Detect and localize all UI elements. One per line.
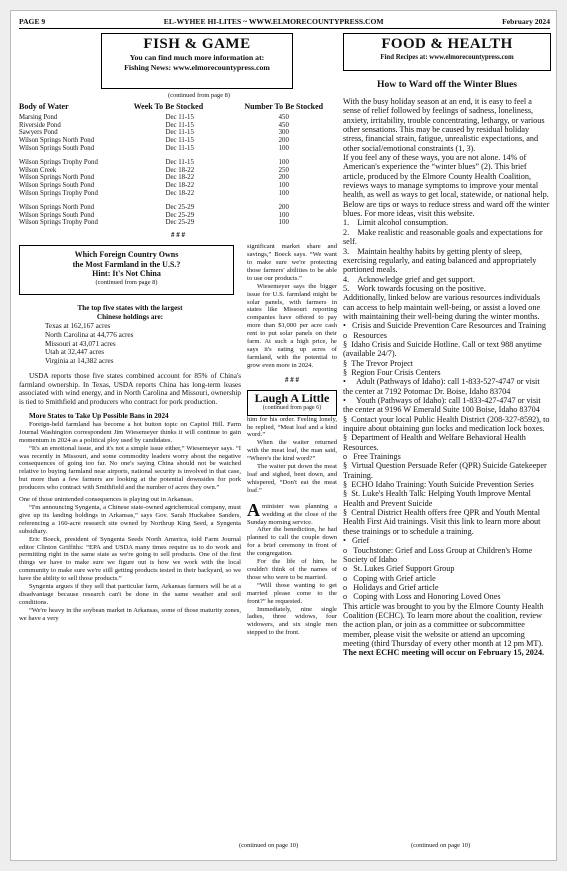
list-item: 3. Maintain healthy habits by getting plenty of sleep, exercising regularly, and eating balanced and appropriately portioned meals. — [343, 246, 537, 275]
cell-number: 100 — [278, 211, 289, 219]
country-side-paragraph-2: Wiesemeyer says the bigger issue for U.S. farmland might be solar panels, with farmers in states like Missouri reporting companies have offered to pay more than $1,000 per acre cash rent to put solar panels on their farm. At such a high price, he says it's eating up acres of farmland, with the potential to grow even more in 2024. — [247, 282, 337, 369]
cell-number: 200 — [278, 174, 289, 182]
food-health-title: FOOD & HEALTH — [381, 36, 513, 52]
list-item: § ECHO Idaho Training: Youth Suicide Prevention Series — [343, 480, 534, 490]
cell-body-of-water: Riverside Pond — [19, 121, 61, 129]
country-section-heading: More States to Take Up Possible Bans in 2024 — [29, 412, 169, 421]
country-paragraph-2: Foreign-held farmland has become a hot button topic on Capitol Hill. Farm Journal Washington correspondent Jim Wiesemeyer thinks it will continue to gain momentum in 2024 as a political ploy used by candidates. — [19, 420, 241, 444]
cell-body-of-water: Wilson Springs South Pond — [19, 144, 95, 152]
list-item: o Coping with Loss and Honoring Loved Ones — [343, 592, 501, 602]
list-item: o St. Lukes Grief Support Group — [343, 564, 455, 574]
newspaper-page — [10, 10, 557, 861]
list-item: § Region Four Crisis Centers — [343, 367, 441, 377]
laugh-title: Laugh A Little — [254, 390, 330, 405]
list-item: Below are tips or ways to reduce stress and ward off the winter blues. For more ideas, visit this website. — [343, 199, 550, 219]
table-row — [19, 122, 337, 130]
list-item: o Touchstone: Grief and Loss Group at Children's Home Society of Idaho — [343, 545, 533, 564]
list-item: Missouri at 43,071 acres — [45, 339, 116, 348]
laugh-paragraph-4 — [247, 499, 337, 527]
stocking-table-header — [19, 102, 337, 114]
food-health-sub: Find Recipes at: www.elmorecountypress.com — [380, 54, 514, 61]
list-item: 2. Make realistic and reasonable goals and expectations for self. — [343, 227, 543, 247]
country-end: # # # — [285, 375, 299, 384]
laugh-paragraph-1: him for his order. Feeling lonely, he replied, “Meat loaf and a kind word.” — [247, 415, 337, 439]
cell-number: 100 — [278, 182, 289, 190]
list-item: • Adult (Pathways of Idaho): call 1-833-527-4747 or visit the center at 7192 Potomac Dr. Boise, Idaho 83704 — [343, 377, 540, 396]
laugh-paragraph-3: The waiter put down the meat loaf and sighed, bent down, and whispered, “Don't eat the meat loaf.” — [247, 463, 337, 494]
cell-body-of-water: Wilson Creek — [19, 166, 57, 174]
cell-body-of-water: Wilson Springs South Pond — [19, 182, 95, 190]
fish-game-title: FISH & GAME — [143, 36, 251, 52]
winter-blues-title: How to Ward off the Winter Blues — [376, 79, 517, 90]
list-item: • Grief — [343, 536, 370, 546]
country-side-column — [247, 243, 337, 637]
laugh-paragraph-5: After the benediction, he had planned to call the couple down for a brief ceremony in front of the congregation. — [247, 526, 337, 558]
cell-body-of-water: Wilson Springs Trophy Pond — [19, 158, 98, 166]
cell-number: 450 — [278, 113, 289, 121]
list-item: Texas at 162,167 acres — [45, 321, 111, 330]
winter-blues-body — [343, 97, 551, 602]
list-item: § St. Luke's Health Talk: Helping Youth Improve Mental Health and Prevent Suicide — [343, 489, 531, 508]
closing-meeting: The next ECHC meeting will occur on February 15, 2024. — [343, 648, 545, 658]
country-paragraph-7: Syngenta argues if they sell that particular farm, Arkansas farmers will be at a disadvantage because research can't be done in the same weather and soil conditions. — [19, 583, 241, 606]
left-column — [19, 33, 337, 637]
table-row — [19, 190, 337, 198]
list-item: § Contact your local Public Health District (208-327-8592), to inquire about obtaining gun locks and medication lock boxes. — [343, 414, 550, 434]
cell-week: Dec 18-22 — [165, 182, 195, 190]
country-paragraph-4: One of those unintended consequences is playing out in Arkansas. — [19, 496, 194, 504]
country-side-paragraph-1: significant market share and savings,” Boeck says. “We want to make sure we're protecting those farmers' abilities to be able to use our products.” — [247, 243, 337, 282]
cell-body-of-water: Wilson Springs South Pond — [19, 211, 95, 219]
cell-week: Dec 18-22 — [165, 189, 195, 197]
col-week: Week To Be Stocked — [133, 102, 204, 111]
cell-body-of-water: Wilson Springs North Pond — [19, 174, 95, 182]
list-item: Additionally, linked below are various resources individuals can access to help maintain well-being, or assist a loved one with maintaining their well-being during the winter months. — [343, 293, 541, 321]
table-row — [19, 219, 337, 227]
cell-body-of-water: Wilson Springs North Pond — [19, 203, 95, 211]
list-item: If you feel any of these ways, you are not alone. 14% of American's experience the “winter blues” (2). This brief article, produced by the Elmore County Health Coalition, reviews ways to manage symptoms to improve your mental health, as well as ways to get local, statewide, or national help. — [343, 153, 549, 200]
fish-game-banner — [101, 33, 293, 89]
right-continued-footer: (continued on page 10) — [411, 842, 471, 849]
cell-number: 300 — [278, 129, 289, 137]
cell-week: Dec 11-15 — [165, 144, 194, 152]
country-paragraph-6: Eric Boeck, president of Syngenta Seeds North America, told Farm Journal editor Clinton Griffiths: “EPA and USDA many times require us to do work and permitting right in the same state as we're going to sell products. One of the first things we have to make sure we figure out is how we work with the local community to make sure we're still getting products tested in their backyard, so we have the ability to sell those products.” — [19, 535, 241, 583]
issue-date: February 2024 — [502, 17, 550, 26]
winter-blues-closing — [343, 602, 551, 658]
list-item: Virginia at 14,382 acres — [45, 357, 114, 366]
list-item: North Carolina at 44,776 acres — [45, 330, 134, 339]
list-item: Utah at 32,447 acres — [45, 348, 105, 357]
list-item: 1. Limit alcohol consumption. — [343, 218, 449, 228]
cell-number: 100 — [278, 158, 289, 166]
list-item: § Department of Health and Welfare Behavioral Health Resources. — [343, 433, 526, 452]
cell-week: Dec 25-29 — [165, 211, 195, 219]
table-row — [19, 212, 337, 220]
dropcap-letter: A — [247, 499, 260, 520]
cell-week: Dec 11-15 — [165, 129, 194, 137]
country-main-column — [19, 243, 241, 622]
list-item: o Coping with Grief article — [343, 573, 436, 583]
left-continued-footer: (continued on page 10) — [239, 842, 299, 849]
col-number: Number To Be Stocked — [244, 102, 324, 111]
country-headline-2: the Most Farmland in the U.S.? — [72, 259, 181, 269]
cell-week: Dec 18-22 — [165, 166, 195, 174]
cell-number: 450 — [278, 121, 289, 129]
table-row — [19, 182, 337, 190]
cell-week: Dec 11-15 — [165, 113, 194, 121]
list-item: § Central District Health offers free QPR and Youth Mental Health First Aid trainings. Visit this link to learn more about these trainings or to schedule a training. — [343, 508, 541, 536]
laugh-paragraph-8: Immediately, nine single ladies, three widows, four widowers, and six single men stepped to the front. — [247, 605, 337, 637]
cell-body-of-water: Sawyers Pond — [19, 129, 58, 137]
cell-number: 200 — [278, 137, 289, 145]
laugh-banner — [247, 390, 337, 416]
list-item: o Resources — [343, 330, 387, 340]
country-headline-1: Which Foreign Country Owns — [74, 250, 179, 260]
cell-week: Dec 25-29 — [165, 203, 195, 211]
table-row — [19, 204, 337, 212]
country-paragraph-5: “I'm announcing Syngenta, a Chinese state-owned agrichemical company, must give up its landing holdings in Arkansas,” says Gov. Sarah Huckabee Sanders, referencing a 160-acre research site owned by Northrup King Seed, a Syngenta subsidiary. — [19, 503, 241, 535]
masthead: EL-WYHEE HI-LITES ~ WWW.ELMORECOUNTYPRESS.COM — [163, 17, 384, 26]
table-row — [19, 129, 337, 137]
laugh-paragraph-2: When the waiter returned with the meat loaf, the man said, “Where's the kind word?” — [247, 439, 337, 463]
table-row — [19, 159, 337, 167]
table-row — [19, 114, 337, 122]
top-five-heading-2: Chinese holdings are: — [96, 312, 164, 321]
laugh-paragraph-6: For the life of him, he couldn't think of the names of those who were to be married. — [247, 558, 337, 581]
cell-body-of-water: Wilson Springs North Pond — [19, 137, 95, 145]
page-number: PAGE 9 — [19, 17, 46, 26]
country-headline-box — [19, 245, 234, 295]
table-row — [19, 174, 337, 182]
table-row — [19, 167, 337, 175]
cell-number: 100 — [278, 219, 289, 227]
cell-number: 100 — [278, 189, 289, 197]
page-header — [19, 15, 550, 29]
fish-game-end: # # # — [171, 231, 185, 240]
right-column — [343, 33, 551, 658]
cell-number: 200 — [278, 203, 289, 211]
fish-game-line2: Fishing News: www.elmorecountypress.com — [124, 63, 270, 72]
country-continued: (continued from page 8) — [95, 278, 158, 286]
stocking-table — [19, 102, 337, 227]
closing-text: This article was brought to you by the Elmore County Health Coalition (ECHC). To learn more about the coalition, review the action plan, or join as a committee or subcommittee member, please visit the website or attend an upcoming meeting (third Thursday of every other month at 12 pm MT). — [343, 601, 544, 648]
laugh-paragraph-7: “Will those wanting to get married please come to the front?” he requested. — [247, 581, 337, 605]
cell-number: 100 — [278, 144, 289, 152]
list-item: • Crisis and Suicide Prevention Care Resources and Training — [343, 321, 546, 331]
col-body-of-water: Body of Water — [19, 102, 69, 111]
cell-body-of-water: Marsing Pond — [19, 113, 58, 121]
table-row — [19, 145, 337, 153]
cell-body-of-water: Wilson Springs Trophy Pond — [19, 189, 98, 197]
fish-game-continued: (continued from page 8) — [168, 92, 230, 99]
cell-week: Dec 11-15 — [165, 158, 194, 166]
top-five-states — [19, 322, 241, 366]
table-row — [19, 137, 337, 145]
cell-number: 250 — [278, 166, 289, 174]
list-item: With the busy holiday season at an end, it is easy to feel a sense of relief followed by feelings of sadness, loneliness, anxiety, irritability, trouble concentrating, lethargy, or various other sensations. This may be caused by residual holiday stress, financial strain, fatigue, unrealistic expectations, and other social/emotional constraints (1, 3). — [343, 97, 545, 153]
list-item: o Free Trainings — [343, 452, 401, 462]
list-item: § The Trevor Project — [343, 358, 414, 368]
list-item: § Idaho Crisis and Suicide Hotline. Call or text 988 anytime (available 24/7). — [343, 339, 542, 359]
cell-week: Dec 25-29 — [165, 219, 195, 227]
fish-game-line1: You can find much more information at: — [129, 53, 265, 62]
list-item: § Virtual Question Persuade Refer (QPR) Suicide Gatekeeper Training. — [343, 461, 547, 480]
country-paragraph-1: USDA reports those five states combined account for 85% of China's farmland ownership. In Texas, USDA reports China has long-term leases associated with wind energy, and in North Carolina and Missouri, ownership is tied to Smithfield and producers who contract for pork production. — [19, 371, 241, 406]
country-paragraph-3: “It's an emotional issue, and it's not a simple issue either,” Wiesemeyer says. “I was recently in Missouri, and some commodity leaders worry about the negative consequences of going too far. No one's saying China should not be watched relative to buying farmland near airports, national security is involved in that case, but more than a few farmers are looking at the potential downsides for pork producers who contract with Smithfield and the number of acres they own.” — [19, 444, 241, 492]
cell-body-of-water: Wilson Springs Trophy Pond — [19, 219, 98, 227]
top-five-heading-1: The top five states with the largest — [77, 304, 183, 313]
laugh-paragraph-4-text: minister was planning a wedding at the close of the Sunday morning service. — [247, 502, 337, 526]
list-item: o Holidays and Grief article — [343, 582, 439, 592]
stocking-table-body — [19, 114, 337, 227]
cell-week: Dec 18-22 — [165, 174, 195, 182]
cell-week: Dec 11-15 — [165, 121, 194, 129]
list-item: 4. Acknowledge grief and get support. — [343, 274, 475, 284]
laugh-continued: (continued from page 6) — [262, 404, 322, 411]
list-item: • Youth (Pathways of Idaho): call 1-833-427-4747 or visit the center at 9196 W Emerald Suite 100 Boise, Idaho 83704 — [343, 396, 541, 415]
list-item: 5. Work towards focusing on the positive. — [343, 283, 486, 293]
country-headline-3: Hint: It's Not China — [92, 269, 161, 279]
food-health-banner — [343, 33, 551, 71]
cell-week: Dec 11-15 — [165, 137, 194, 145]
country-paragraph-8: “We're heavy in the soybean market in Arkansas, some of those maturity zones, we have a very — [19, 606, 241, 622]
